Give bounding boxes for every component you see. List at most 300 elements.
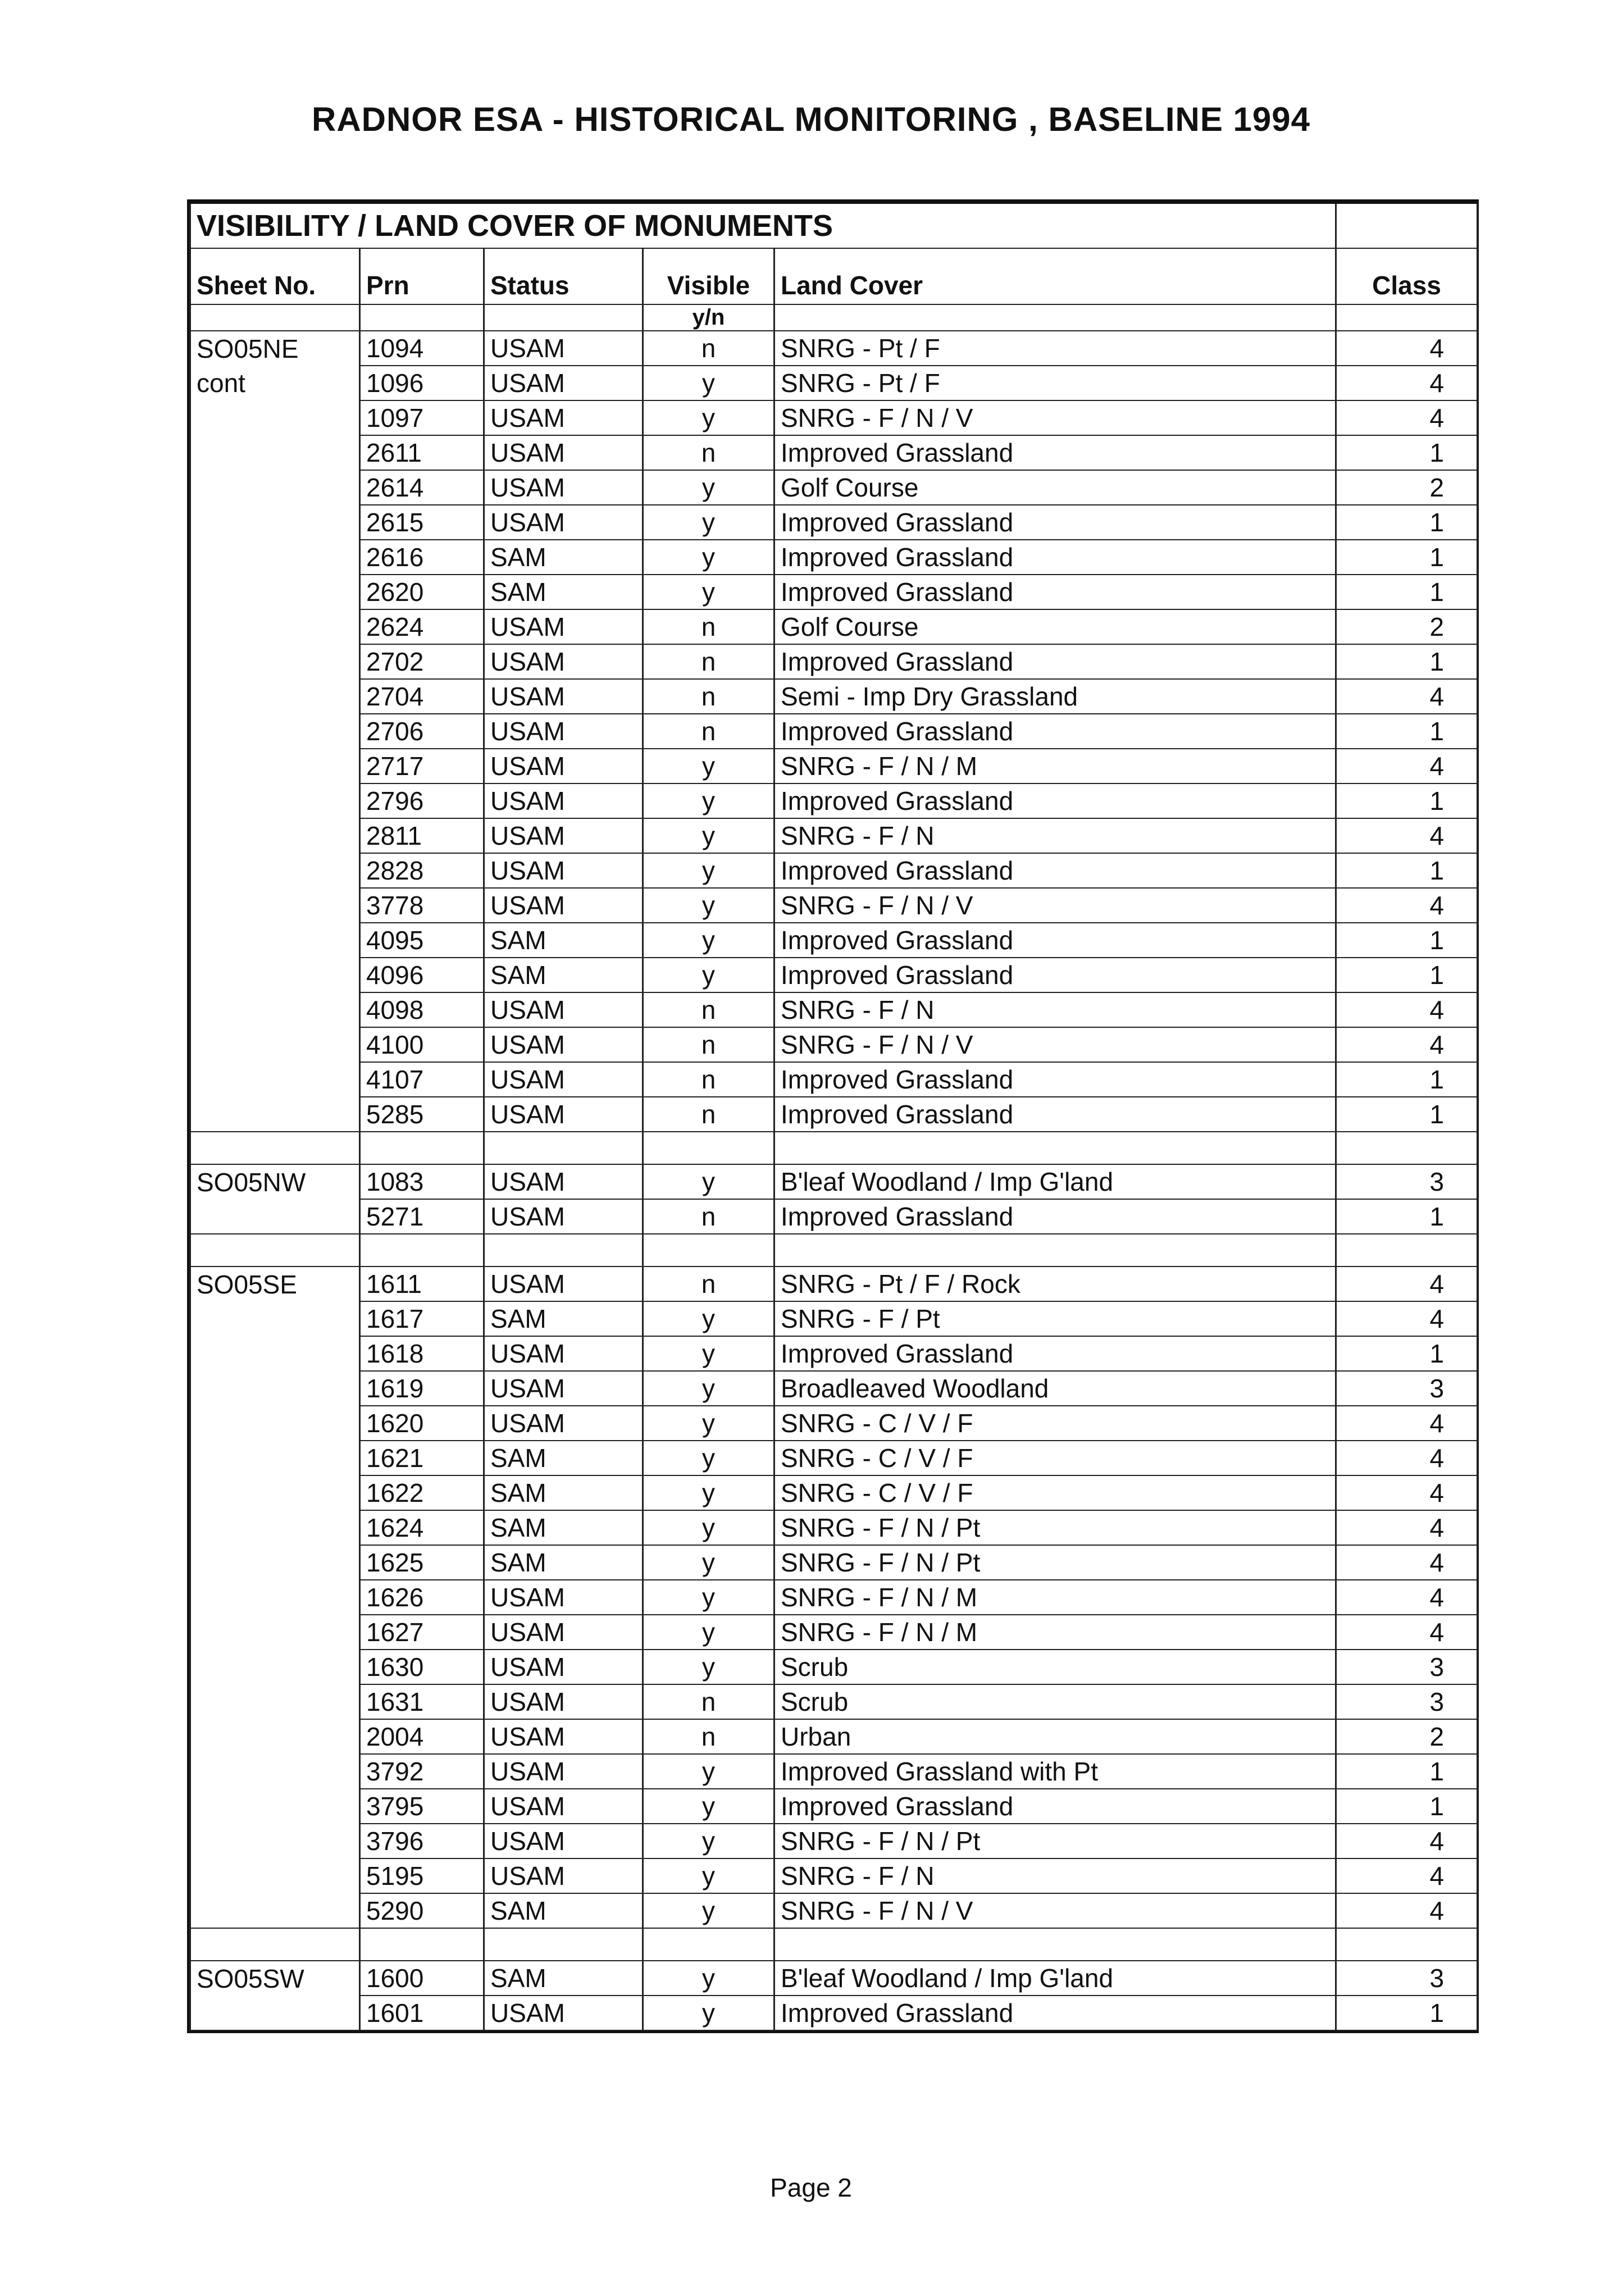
status-cell: USAM — [484, 400, 643, 435]
sheet-number-cell: SO05SW — [190, 1961, 360, 1996]
group-spacer-row — [190, 1132, 1478, 1164]
visible-cell: y — [643, 575, 774, 609]
prn-cell: 1611 — [360, 1267, 484, 1301]
class-cell: 4 — [1336, 1615, 1478, 1650]
table-row — [190, 366, 1478, 400]
group-spacer-row — [190, 1234, 1478, 1267]
col-header-class: Class — [1336, 248, 1478, 304]
status-cell: SAM — [484, 958, 643, 992]
visible-cell: y — [643, 470, 774, 505]
sheet-number-cell — [190, 1441, 360, 1475]
sheet-number-cell — [190, 818, 360, 853]
visible-cell: n — [643, 1027, 774, 1062]
status-cell: USAM — [484, 366, 643, 400]
prn-cell: 2620 — [360, 575, 484, 609]
land-cover-cell: Urban — [774, 1719, 1336, 1754]
status-cell: USAM — [484, 749, 643, 783]
prn-cell: 1627 — [360, 1615, 484, 1650]
visible-cell: n — [643, 1719, 774, 1754]
class-cell: 1 — [1336, 1754, 1478, 1789]
table-row — [190, 1545, 1478, 1580]
visible-cell: y — [643, 1510, 774, 1545]
prn-cell: 2796 — [360, 783, 484, 818]
spacer-cell — [190, 1928, 360, 1961]
prn-cell: 1625 — [360, 1545, 484, 1580]
visible-cell: n — [643, 992, 774, 1027]
visible-cell: y — [643, 1961, 774, 1996]
land-cover-cell: Improved Grassland — [774, 1062, 1336, 1097]
land-cover-cell: B'leaf Woodland / Imp G'land — [774, 1164, 1336, 1199]
visible-cell: n — [643, 1062, 774, 1097]
table-row — [190, 1719, 1478, 1754]
sheet-number-cell — [190, 1684, 360, 1719]
prn-cell: 2828 — [360, 853, 484, 888]
visible-cell: y — [643, 1650, 774, 1684]
table-row — [190, 470, 1478, 505]
prn-cell: 2614 — [360, 470, 484, 505]
class-cell: 1 — [1336, 1199, 1478, 1234]
col-subheader-visible: y/n — [643, 304, 774, 331]
visible-cell: y — [643, 1824, 774, 1858]
table-row — [190, 1027, 1478, 1062]
sheet-number-cell — [190, 1475, 360, 1510]
sheet-number-cell — [190, 714, 360, 749]
sheet-number-cell: SO05NW — [190, 1164, 360, 1199]
visible-cell: n — [643, 1684, 774, 1719]
visible-cell: n — [643, 435, 774, 470]
table-heading-row — [190, 203, 1478, 248]
spacer-cell — [643, 1234, 774, 1267]
sheet-number-cell — [190, 400, 360, 435]
prn-cell: 1619 — [360, 1371, 484, 1406]
sheet-number-cell — [190, 958, 360, 992]
status-cell: USAM — [484, 609, 643, 644]
prn-cell: 2615 — [360, 505, 484, 540]
status-cell: SAM — [484, 575, 643, 609]
sheet-number-cell — [190, 1027, 360, 1062]
col-header-visible: Visible — [643, 248, 774, 304]
sheet-number-cell — [190, 783, 360, 818]
prn-cell: 2717 — [360, 749, 484, 783]
visible-cell: n — [643, 1097, 774, 1132]
table-row — [190, 958, 1478, 992]
land-cover-cell: SNRG - F / N / Pt — [774, 1824, 1336, 1858]
class-cell: 4 — [1336, 1893, 1478, 1928]
table-row — [190, 1164, 1478, 1199]
class-cell: 4 — [1336, 1545, 1478, 1580]
visible-cell: y — [643, 540, 774, 575]
status-cell: USAM — [484, 1858, 643, 1893]
status-cell: USAM — [484, 435, 643, 470]
spacer-cell — [643, 1132, 774, 1164]
land-cover-cell: SNRG - F / N — [774, 992, 1336, 1027]
table-row — [190, 540, 1478, 575]
sheet-number-cell — [190, 1062, 360, 1097]
land-cover-cell: SNRG - F / N / V — [774, 400, 1336, 435]
sheet-number-cell — [190, 1199, 360, 1234]
spacer-cell — [484, 1234, 643, 1267]
prn-cell: 1094 — [360, 331, 484, 366]
prn-cell: 2706 — [360, 714, 484, 749]
visible-cell: n — [643, 1267, 774, 1301]
table-row — [190, 1961, 1478, 1996]
status-cell: USAM — [484, 1199, 643, 1234]
class-cell: 1 — [1336, 1062, 1478, 1097]
column-header-row — [190, 248, 1478, 304]
land-cover-cell: Improved Grassland — [774, 1097, 1336, 1132]
land-cover-cell: Golf Course — [774, 470, 1336, 505]
table-row — [190, 1371, 1478, 1406]
status-cell: USAM — [484, 470, 643, 505]
sheet-number-cell — [190, 1754, 360, 1789]
table-row — [190, 1062, 1478, 1097]
col-header-sheet: Sheet No. — [190, 248, 360, 304]
land-cover-cell: SNRG - F / N — [774, 1858, 1336, 1893]
sheet-number-cell: cont — [190, 366, 360, 400]
table-row — [190, 1097, 1478, 1132]
land-cover-cell: SNRG - F / N / Pt — [774, 1510, 1336, 1545]
status-cell: SAM — [484, 1510, 643, 1545]
visible-cell: n — [643, 609, 774, 644]
class-cell: 4 — [1336, 1301, 1478, 1336]
spacer-cell — [774, 1928, 1336, 1961]
prn-cell: 1631 — [360, 1684, 484, 1719]
prn-cell: 1097 — [360, 400, 484, 435]
col-header-land-cover: Land Cover — [774, 248, 1336, 304]
sheet-number-cell — [190, 1510, 360, 1545]
prn-cell: 3778 — [360, 888, 484, 923]
status-cell: USAM — [484, 1027, 643, 1062]
class-cell: 1 — [1336, 644, 1478, 679]
sheet-number-cell — [190, 1789, 360, 1824]
sheet-number-cell — [190, 1406, 360, 1441]
prn-cell: 1083 — [360, 1164, 484, 1199]
visible-cell: y — [643, 1164, 774, 1199]
status-cell: USAM — [484, 1062, 643, 1097]
table-row — [190, 783, 1478, 818]
sheet-number-cell — [190, 1580, 360, 1615]
visible-cell: n — [643, 1199, 774, 1234]
land-cover-cell: Scrub — [774, 1684, 1336, 1719]
land-cover-cell: SNRG - Pt / F — [774, 331, 1336, 366]
page-number: Page 2 — [770, 2173, 852, 2202]
land-cover-cell: Improved Grassland — [774, 435, 1336, 470]
land-cover-cell: SNRG - Pt / F — [774, 366, 1336, 400]
spacer-cell — [643, 1928, 774, 1961]
visible-cell: y — [643, 818, 774, 853]
sheet-number-cell — [190, 749, 360, 783]
visible-cell: y — [643, 958, 774, 992]
visible-cell: y — [643, 400, 774, 435]
land-cover-cell: SNRG - F / N / V — [774, 1027, 1336, 1062]
class-cell: 3 — [1336, 1164, 1478, 1199]
status-cell: USAM — [484, 1615, 643, 1650]
visible-cell: n — [643, 679, 774, 714]
table-row — [190, 400, 1478, 435]
sheet-number-cell — [190, 1650, 360, 1684]
status-cell: SAM — [484, 923, 643, 958]
land-cover-cell: Improved Grassland — [774, 714, 1336, 749]
table-row — [190, 853, 1478, 888]
prn-cell: 5195 — [360, 1858, 484, 1893]
visible-cell: y — [643, 923, 774, 958]
table-row — [190, 1615, 1478, 1650]
land-cover-cell: SNRG - F / N / V — [774, 888, 1336, 923]
visible-cell: y — [643, 505, 774, 540]
land-cover-cell: Improved Grassland — [774, 575, 1336, 609]
table-row — [190, 888, 1478, 923]
sheet-number-cell — [190, 1615, 360, 1650]
status-cell: USAM — [484, 783, 643, 818]
visible-cell: y — [643, 1301, 774, 1336]
prn-cell: 1600 — [360, 1961, 484, 1996]
prn-cell: 4100 — [360, 1027, 484, 1062]
prn-cell: 2811 — [360, 818, 484, 853]
land-cover-cell: Golf Course — [774, 609, 1336, 644]
status-cell: USAM — [484, 1719, 643, 1754]
visible-cell: y — [643, 888, 774, 923]
prn-cell: 1617 — [360, 1301, 484, 1336]
col-header-prn: Prn — [360, 248, 484, 304]
sheet-number-cell — [190, 505, 360, 540]
spacer-cell — [484, 1928, 643, 1961]
prn-cell: 1621 — [360, 1441, 484, 1475]
class-cell: 1 — [1336, 714, 1478, 749]
class-cell: 4 — [1336, 818, 1478, 853]
land-cover-cell: Broadleaved Woodland — [774, 1371, 1336, 1406]
prn-cell: 2611 — [360, 435, 484, 470]
prn-cell: 2624 — [360, 609, 484, 644]
class-cell: 1 — [1336, 783, 1478, 818]
table-row — [190, 1580, 1478, 1615]
table-row — [190, 1996, 1478, 2030]
visible-cell: y — [643, 1754, 774, 1789]
table-row — [190, 609, 1478, 644]
class-cell: 1 — [1336, 505, 1478, 540]
sheet-number-cell — [190, 540, 360, 575]
spacer-cell — [1336, 1928, 1478, 1961]
prn-cell: 1630 — [360, 1650, 484, 1684]
class-cell: 4 — [1336, 749, 1478, 783]
sheet-number-cell — [190, 1824, 360, 1858]
table-row — [190, 644, 1478, 679]
status-cell: USAM — [484, 1267, 643, 1301]
prn-cell: 1620 — [360, 1406, 484, 1441]
spacer-cell — [360, 1928, 484, 1961]
class-cell: 4 — [1336, 1510, 1478, 1545]
land-cover-cell: Improved Grassland — [774, 505, 1336, 540]
table-row — [190, 818, 1478, 853]
land-cover-cell: Improved Grassland — [774, 644, 1336, 679]
prn-cell: 4096 — [360, 958, 484, 992]
status-cell: USAM — [484, 1789, 643, 1824]
visible-cell: y — [643, 1615, 774, 1650]
status-cell: USAM — [484, 505, 643, 540]
land-cover-cell: SNRG - C / V / F — [774, 1406, 1336, 1441]
status-cell: USAM — [484, 1371, 643, 1406]
visible-cell: y — [643, 1336, 774, 1371]
land-cover-cell: B'leaf Woodland / Imp G'land — [774, 1961, 1336, 1996]
status-cell: USAM — [484, 679, 643, 714]
table-row — [190, 1858, 1478, 1893]
land-cover-cell: SNRG - C / V / F — [774, 1441, 1336, 1475]
spacer-cell — [360, 1132, 484, 1164]
sheet-number-cell — [190, 1545, 360, 1580]
sheet-number-cell — [190, 1336, 360, 1371]
visible-cell: n — [643, 644, 774, 679]
class-cell: 1 — [1336, 853, 1478, 888]
subheader-blank — [360, 304, 484, 331]
table-row — [190, 1893, 1478, 1928]
sheet-number-cell: SO05SE — [190, 1267, 360, 1301]
visible-cell: n — [643, 714, 774, 749]
class-cell: 4 — [1336, 366, 1478, 400]
sheet-number-cell — [190, 1893, 360, 1928]
land-cover-cell: Improved Grassland — [774, 853, 1336, 888]
prn-cell: 5285 — [360, 1097, 484, 1132]
status-cell: USAM — [484, 1824, 643, 1858]
visible-cell: y — [643, 1858, 774, 1893]
sheet-number-cell — [190, 679, 360, 714]
sheet-number-cell — [190, 1858, 360, 1893]
visible-cell: y — [643, 1475, 774, 1510]
visible-cell: y — [643, 749, 774, 783]
land-cover-cell: SNRG - Pt / F / Rock — [774, 1267, 1336, 1301]
land-cover-cell: SNRG - F / Pt — [774, 1301, 1336, 1336]
status-cell: USAM — [484, 714, 643, 749]
land-cover-cell: Improved Grassland — [774, 1336, 1336, 1371]
group-spacer-row — [190, 1928, 1478, 1961]
subheader-blank — [774, 304, 1336, 331]
status-cell: SAM — [484, 1441, 643, 1475]
land-cover-cell: SNRG - F / N / Pt — [774, 1545, 1336, 1580]
monuments-table-container — [187, 199, 1479, 2033]
table-row — [190, 1301, 1478, 1336]
table-row — [190, 505, 1478, 540]
spacer-cell — [190, 1132, 360, 1164]
table-row — [190, 331, 1478, 366]
spacer-cell — [360, 1234, 484, 1267]
status-cell: USAM — [484, 818, 643, 853]
class-cell: 4 — [1336, 1406, 1478, 1441]
prn-cell: 2702 — [360, 644, 484, 679]
prn-cell: 4098 — [360, 992, 484, 1027]
prn-cell: 2704 — [360, 679, 484, 714]
spacer-cell — [484, 1132, 643, 1164]
land-cover-cell: Scrub — [774, 1650, 1336, 1684]
table-row — [190, 1789, 1478, 1824]
visible-cell: y — [643, 853, 774, 888]
status-cell: USAM — [484, 1097, 643, 1132]
land-cover-cell: Semi - Imp Dry Grassland — [774, 679, 1336, 714]
status-cell: USAM — [484, 1164, 643, 1199]
prn-cell: 2004 — [360, 1719, 484, 1754]
status-cell: USAM — [484, 1650, 643, 1684]
class-cell: 4 — [1336, 888, 1478, 923]
class-cell: 4 — [1336, 1475, 1478, 1510]
table-row — [190, 1684, 1478, 1719]
class-cell: 2 — [1336, 1719, 1478, 1754]
land-cover-cell: SNRG - F / N / M — [774, 1580, 1336, 1615]
class-cell: 3 — [1336, 1961, 1478, 1996]
visible-cell: y — [643, 1406, 774, 1441]
prn-cell: 1601 — [360, 1996, 484, 2030]
land-cover-cell: SNRG - F / N — [774, 818, 1336, 853]
prn-cell: 3796 — [360, 1824, 484, 1858]
sheet-number-cell — [190, 992, 360, 1027]
class-cell: 2 — [1336, 470, 1478, 505]
sheet-number-cell — [190, 1719, 360, 1754]
visible-cell: y — [643, 1996, 774, 2030]
sheet-number-cell — [190, 609, 360, 644]
subheader-blank — [484, 304, 643, 331]
land-cover-cell: Improved Grassland with Pt — [774, 1754, 1336, 1789]
prn-cell: 1624 — [360, 1510, 484, 1545]
class-cell: 4 — [1336, 1441, 1478, 1475]
land-cover-cell: Improved Grassland — [774, 1789, 1336, 1824]
class-cell: 3 — [1336, 1650, 1478, 1684]
table-row — [190, 1510, 1478, 1545]
status-cell: USAM — [484, 1580, 643, 1615]
monuments-table — [189, 202, 1478, 2031]
table-row — [190, 714, 1478, 749]
class-cell: 1 — [1336, 1336, 1478, 1371]
status-cell: USAM — [484, 1754, 643, 1789]
table-row — [190, 435, 1478, 470]
spacer-cell — [1336, 1132, 1478, 1164]
sheet-number-cell — [190, 1301, 360, 1336]
sheet-number-cell — [190, 1371, 360, 1406]
sheet-number-cell: SO05NE — [190, 331, 360, 366]
visible-cell: y — [643, 1545, 774, 1580]
status-cell: USAM — [484, 1336, 643, 1371]
table-row — [190, 1336, 1478, 1371]
class-cell: 4 — [1336, 1027, 1478, 1062]
prn-cell: 3795 — [360, 1789, 484, 1824]
status-cell: USAM — [484, 1996, 643, 2030]
sheet-number-cell — [190, 853, 360, 888]
table-row — [190, 1267, 1478, 1301]
class-cell: 3 — [1336, 1371, 1478, 1406]
sheet-number-cell — [190, 435, 360, 470]
prn-cell: 4095 — [360, 923, 484, 958]
prn-cell: 3792 — [360, 1754, 484, 1789]
table-row — [190, 679, 1478, 714]
sheet-number-cell — [190, 470, 360, 505]
class-cell: 3 — [1336, 1684, 1478, 1719]
status-cell: SAM — [484, 1893, 643, 1928]
status-cell: USAM — [484, 644, 643, 679]
land-cover-cell: SNRG - F / N / M — [774, 749, 1336, 783]
status-cell: USAM — [484, 1406, 643, 1441]
status-cell: USAM — [484, 992, 643, 1027]
visible-cell: y — [643, 366, 774, 400]
prn-cell: 2616 — [360, 540, 484, 575]
status-cell: SAM — [484, 1545, 643, 1580]
class-cell: 4 — [1336, 400, 1478, 435]
prn-cell: 1622 — [360, 1475, 484, 1510]
table-row — [190, 1650, 1478, 1684]
land-cover-cell: Improved Grassland — [774, 783, 1336, 818]
class-cell: 4 — [1336, 1824, 1478, 1858]
prn-cell: 5290 — [360, 1893, 484, 1928]
table-row — [190, 1441, 1478, 1475]
table-row — [190, 923, 1478, 958]
class-cell: 1 — [1336, 958, 1478, 992]
prn-cell: 5271 — [360, 1199, 484, 1234]
table-row — [190, 1199, 1478, 1234]
visible-cell: y — [643, 1441, 774, 1475]
